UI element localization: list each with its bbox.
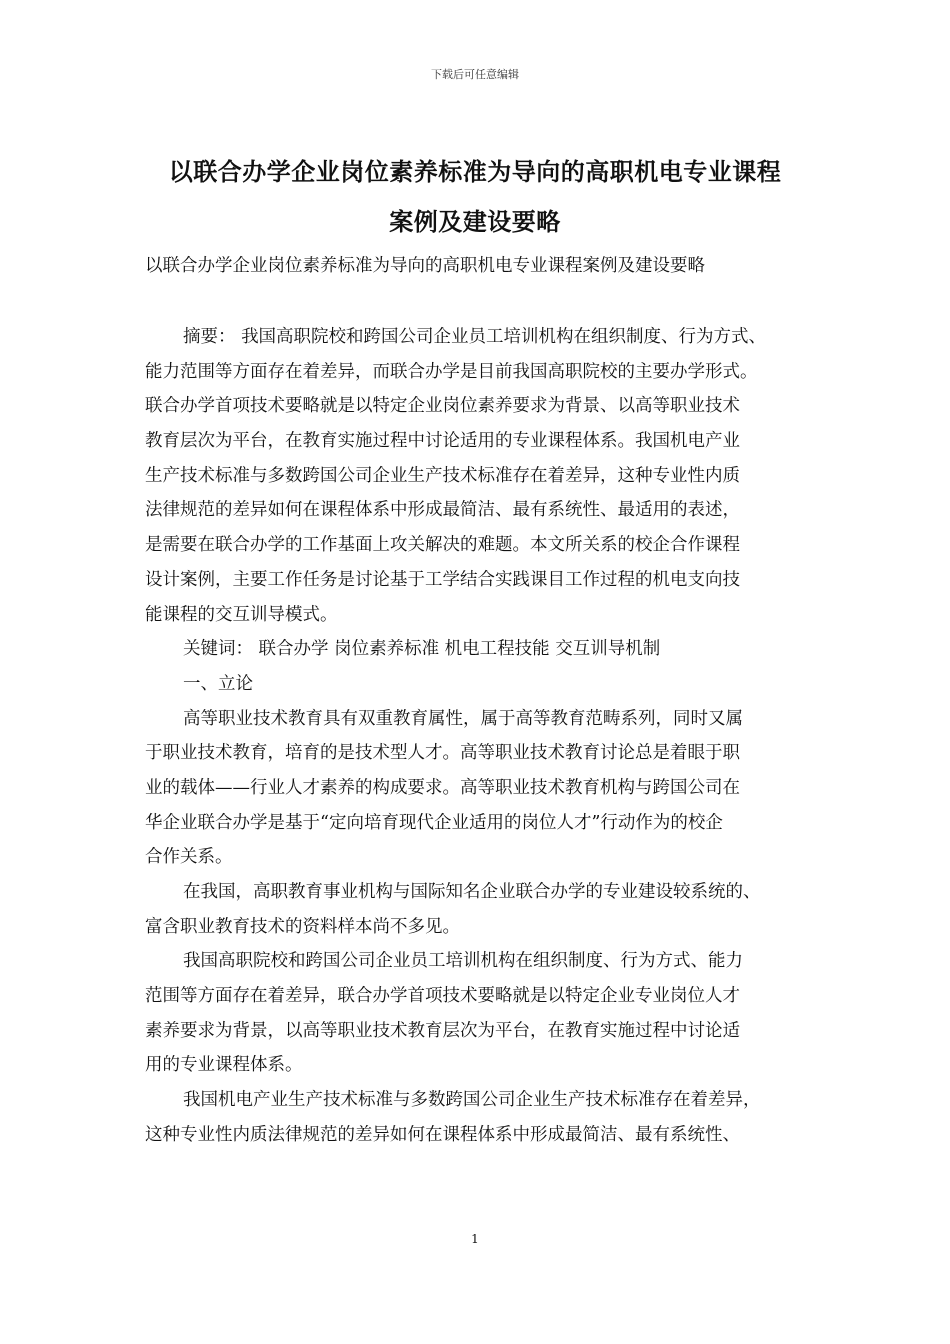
abstract-line: 生产技术标准与多数跨国公司企业生产技术标准存在着差异，这种专业性内质 [145, 465, 740, 486]
paragraph-line: 在我国，高职教育事业机构与国际知名企业联合办学的专业建设较系统的、 [183, 882, 761, 902]
page-number: 1 [471, 1232, 479, 1246]
abstract-line: 法律规范的差异如何在课程体系中形成最简洁、最有系统性、最适用的表述， [145, 500, 740, 521]
abstract-line: 摘要： 我国高职院校和跨国公司企业员工培训机构在组织制度、行为方式、 [183, 327, 767, 347]
abstract-line: 设计案例，主要工作任务是讨论基于工学结合实践课目工作过程的机电支向技 [145, 569, 740, 590]
paragraph-line: 素养要求为背景，以高等职业技术教育层次为平台，在教育实施过程中讨论适 [145, 1020, 740, 1041]
paragraph-line: 于职业技术教育，培育的是技术型人才。高等职业技术教育讨论总是着眼于职 [145, 743, 740, 764]
section-heading: 一、立论 [183, 673, 253, 694]
document-subtitle: 以联合办学企业岗位素养标准为导向的高职机电专业课程案例及建设要略 [145, 256, 705, 276]
abstract-line: 能力范围等方面存在着差异，而联合办学是目前我国高职院校的主要办学形式。 [145, 361, 758, 382]
header-note: 下载后可任意编辑 [431, 68, 519, 81]
document-title-line-2: 案例及建设要略 [389, 208, 561, 236]
paragraph-line: 我国高职院校和跨国公司企业员工培训机构在组织制度、行为方式、能力 [183, 951, 743, 972]
abstract-line: 能课程的交互训导模式。 [145, 604, 338, 625]
paragraph-line: 这种专业性内质法律规范的差异如何在课程体系中形成最简洁、最有系统性、 [145, 1124, 740, 1145]
paragraph-line: 范围等方面存在着差异，联合办学首项技术要略就是以特定企业专业岗位人才 [145, 986, 740, 1007]
paragraph-line: 高等职业技术教育具有双重教育属性，属于高等教育范畴系列，同时又属 [183, 708, 743, 729]
abstract-line: 联合办学首项技术要略就是以特定企业岗位素养要求为背景、以高等职业技术 [145, 396, 740, 417]
abstract-line: 是需要在联合办学的工作基面上攻关解决的难题。本文所关系的校企合作课程 [145, 535, 740, 556]
paragraph-line: 业的载体——行业人才素养的构成要求。高等职业技术教育机构与跨国公司在 [145, 777, 740, 798]
paragraph-line: 富含职业教育技术的资料样本尚不多见。 [145, 916, 460, 937]
paragraph-line: 用的专业课程体系。 [145, 1055, 303, 1076]
document-body [145, 320, 820, 1153]
keywords-line: 关键词： 联合办学 岗位素养标准 机电工程技能 交互训导机制 [183, 639, 661, 660]
abstract-line: 教育层次为平台，在教育实施过程中讨论适用的专业课程体系。我国机电产业 [145, 431, 740, 452]
paragraph-line: 我国机电产业生产技术标准与多数跨国公司企业生产技术标准存在着差异， [183, 1090, 761, 1111]
paragraph-line: 合作关系。 [145, 847, 233, 868]
document-title-line-1: 以联合办学企业岗位素养标准为导向的高职机电专业课程 [168, 158, 782, 186]
paragraph-line: 华企业联合办学是基于“定向培育现代企业适用的岗位人才”行动作为的校企 [145, 812, 723, 833]
